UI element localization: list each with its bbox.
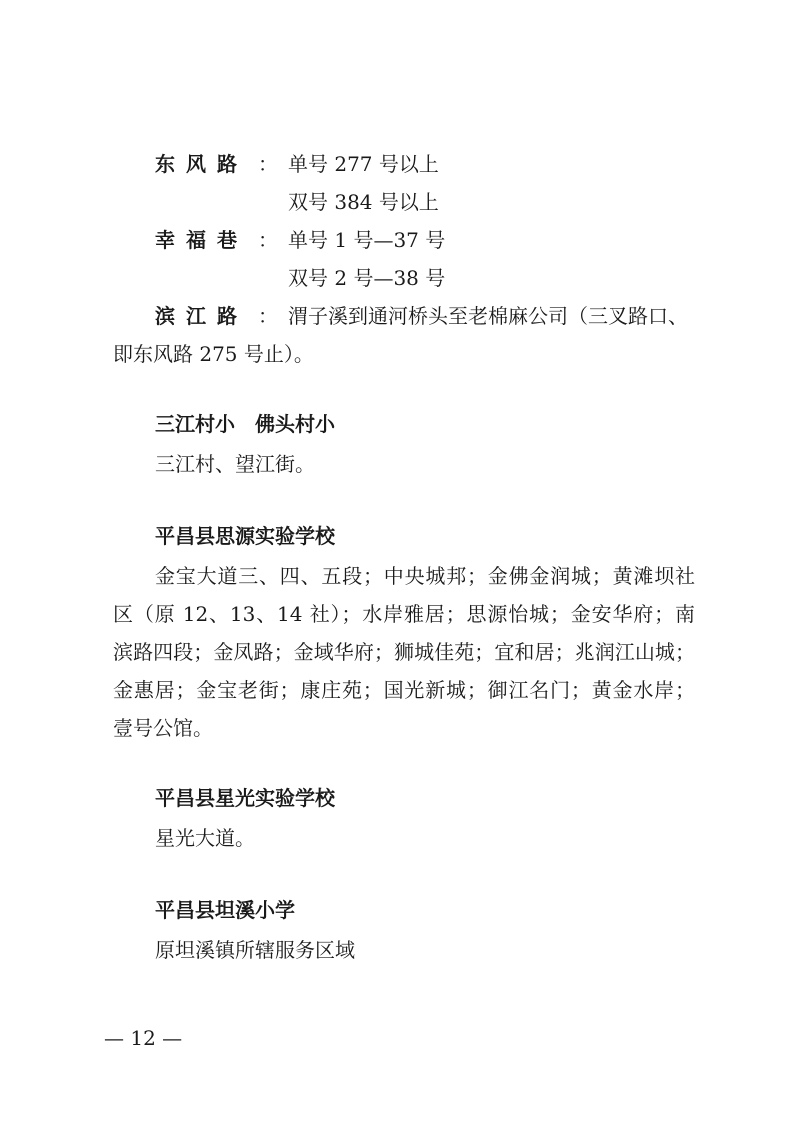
section-line: 滨路四段；金凤路；金域华府；狮城佳苑；宜和居；兆润江山城； — [113, 640, 695, 664]
section-line: 壹号公馆。 — [113, 716, 213, 740]
section-line: 三江村、望江街。 — [155, 452, 315, 476]
road-colon: ： — [258, 228, 278, 252]
road-range-line: 双号 384 号以上 — [288, 190, 439, 214]
section-heading: 平昌县坦溪小学 — [155, 898, 295, 922]
section-line: 区（原 12、13、14 社）；水岸雅居；思源怡城；金安华府；南 — [113, 602, 695, 626]
road-range-line: 渭子溪到通河桥头至老棉麻公司（三叉路口、 — [288, 304, 688, 328]
road-range-line: 即东风路 275 号止）。 — [113, 342, 314, 366]
road-range-line: 双号 2 号—38 号 — [288, 266, 446, 290]
section-line: 星光大道。 — [155, 826, 255, 850]
section-line: 金惠居；金宝老街；康庄苑；国光新城；御江名门；黄金水岸； — [113, 678, 695, 702]
road-colon: ： — [258, 152, 278, 176]
road-label-binjiang: 滨江路 — [155, 304, 248, 328]
road-label-xingfu: 幸福巷 — [155, 228, 248, 252]
section-heading: 平昌县星光实验学校 — [155, 786, 335, 810]
road-range-line: 单号 1 号—37 号 — [288, 228, 446, 252]
road-label-dongfeng: 东风路 — [155, 152, 248, 176]
road-range-line: 单号 277 号以上 — [288, 152, 439, 176]
section-heading: 三江村小 佛头村小 — [155, 412, 335, 436]
page-number: — 12 — — [104, 1026, 183, 1050]
road-colon: ： — [258, 304, 278, 328]
section-heading: 平昌县思源实验学校 — [155, 524, 335, 548]
section-line: 原坦溪镇所辖服务区域 — [155, 938, 355, 962]
section-line: 金宝大道三、四、五段；中央城邦；金佛金润城；黄滩坝社 — [155, 564, 695, 588]
